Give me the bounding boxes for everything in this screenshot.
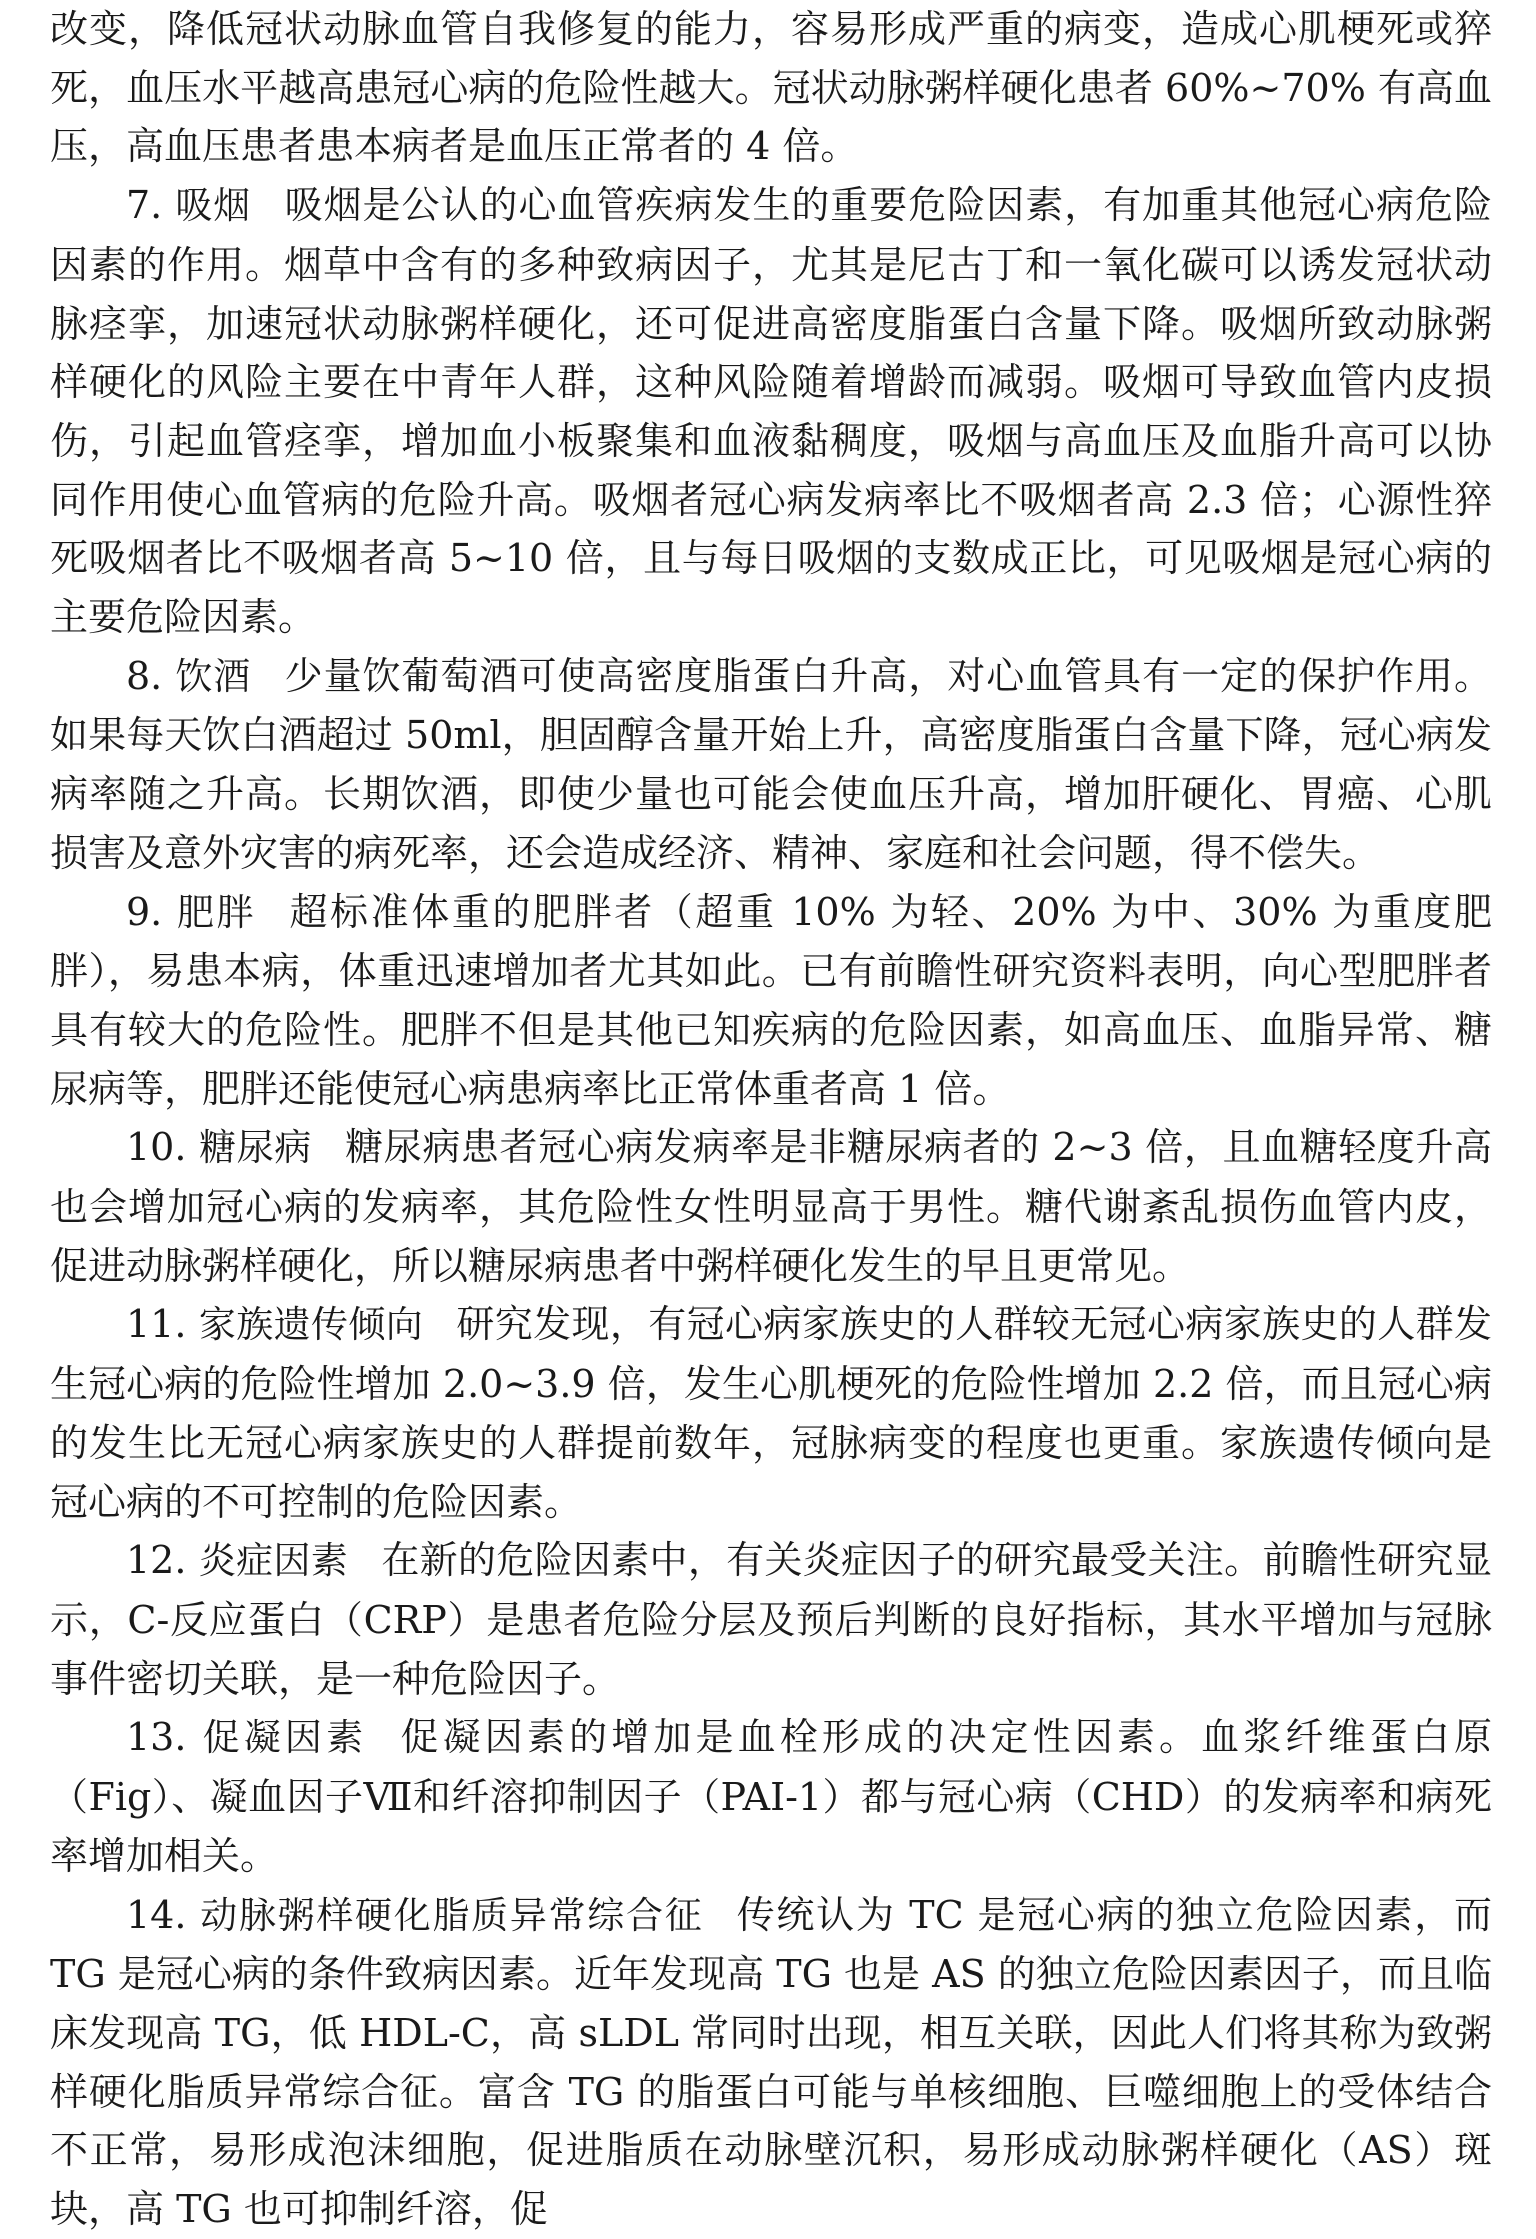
paragraph-heading: 动脉粥样硬化脂质异常综合征	[200, 1893, 704, 1937]
paragraph-text: 吸烟是公认的心血管疾病发生的重要危险因素，有加重其他冠心病危险因素的作用。烟草中含有的多种致病因子，尤其是尼古丁和一氧化碳可以诱发冠状动脉痉挛，加速冠状动脉粥样硬化，还可促进高密度脂蛋白含量下降。吸烟所致动脉粥样硬化的风险主要在中青年人群，这种风险随着增龄而减弱。吸烟可导致血管内皮损伤，引起血管痉挛，增加血小板聚集和血液黏稠度，吸烟与高血压及血脂升高可以协同作用使心血管病的危险升高。吸烟者冠心病发病率比不吸烟者高 2.3 倍；心源性猝死吸烟者比不吸烟者高 5~10 倍，且与每日吸烟的支数成正比，可见吸烟是冠心病的主要危险因素。	[50, 183, 1492, 640]
paragraph-number: 14.	[126, 1892, 187, 1937]
paragraph-obesity	[50, 883, 1492, 1119]
paragraph-number: 7.	[126, 183, 163, 228]
paragraph-text: 促凝因素的增加是血栓形成的决定性因素。血浆纤维蛋白原（Fig）、凝血因子Ⅶ和纤溶抑制因子（PAI-1）都与冠心病（CHD）的发病率和病死率增加相关。	[50, 1715, 1492, 1878]
paragraph-drinking	[50, 647, 1492, 883]
paragraph-heading: 糖尿病	[199, 1126, 312, 1170]
paragraph-diabetes	[50, 1118, 1492, 1295]
paragraph-text: 糖尿病患者冠心病发病率是非糖尿病者的 2~3 倍，且血糖轻度升高也会增加冠心病的发病率，其危险性女性明显高于男性。糖代谢紊乱损伤血管内皮，促进动脉粥样硬化，所以糖尿病患者中粥样硬化发生的早且更常见。	[50, 1125, 1492, 1288]
paragraph-text: 在新的危险因素中，有关炎症因子的研究最受关注。前瞻性研究显示，C-反应蛋白（CRP）是患者危险分层及预后判断的良好指标，其水平增加与冠脉事件密切关联，是一种危险因子。	[50, 1538, 1492, 1701]
paragraph-smoking	[50, 176, 1492, 647]
paragraph-number: 11.	[126, 1302, 187, 1347]
document-page	[50, 0, 1492, 2239]
paragraph-text: 传统认为 TC 是冠心病的独立危险因素，而 TG 是冠心病的条件致病因素。近年发现高 TG 也是 AS 的独立危险因素因子，而且临床发现高 TG，低 HDL-C，高 sLDL 常同时出现，相互关联，因此人们将其称为致粥样硬化脂质异常综合征。富含 TG 的脂蛋白可能与单核细胞、巨噬细胞上的受体结合不正常，易形成泡沫细胞，促进脂质在动脉壁沉积，易形成动脉粥样硬化（AS）斑块，高 TG 也可抑制纤溶，促	[50, 1892, 1492, 2232]
paragraph-text: 超标准体重的肥胖者（超重 10% 为轻、20% 为中、30% 为重度肥胖），易患本病，体重迅速增加者尤其如此。已有前瞻性研究资料表明，向心型肥胖者具有较大的危险性。肥胖不但是其他已知疾病的危险因素，如高血压、血脂异常、糖尿病等，肥胖还能使冠心病患病率比正常体重者高 1 倍。	[50, 889, 1493, 1111]
paragraph-text: 研究发现，有冠心病家族史的人群较无冠心病家族史的人群发生冠心病的危险性增加 2.0~3.9 倍，发生心肌梗死的危险性增加 2.2 倍，而且冠心病的发生比无冠心病家族史的人群提前数年，冠脉病变的程度也更重。家族遗传倾向是冠心病的不可控制的危险因素。	[50, 1302, 1492, 1524]
paragraph-heading: 炎症因素	[198, 1539, 349, 1583]
paragraph-continued	[50, 0, 1492, 176]
paragraph-text: 少量饮葡萄酒可使高密度脂蛋白升高，对心血管具有一定的保护作用。如果每天饮白酒超过 50ml，胆固醇含量开始上升，高密度脂蛋白含量下降，冠心病发病率随之升高。长期饮酒，即使少量也可能会使血压升高，增加肝硬化、胃癌、心肌损害及意外灾害的病死率，还会造成经济、精神、家庭和社会问题，得不偿失。	[50, 653, 1492, 875]
paragraph-number: 10.	[126, 1125, 187, 1170]
paragraph-heading: 肥胖	[176, 890, 257, 934]
paragraph-heading: 吸烟	[175, 184, 252, 228]
paragraph-heading: 促凝因素	[202, 1716, 368, 1760]
paragraph-number: 9.	[126, 889, 163, 934]
paragraph-inflammation	[50, 1531, 1492, 1708]
paragraph-heading: 饮酒	[175, 654, 252, 698]
paragraph-number: 13.	[126, 1715, 187, 1760]
paragraph-lipid-syndrome	[50, 1886, 1492, 2239]
paragraph-text: 改变，降低冠状动脉血管自我修复的能力，容易形成严重的病变，造成心肌梗死或猝死，血压水平越高患冠心病的危险性越大。冠状动脉粥样硬化患者 60%~70% 有高血压，高血压患者患本病者是血压正常者的 4 倍。	[50, 7, 1492, 169]
paragraph-coagulation	[50, 1708, 1492, 1885]
paragraph-number: 12.	[126, 1538, 187, 1583]
paragraph-number: 8.	[126, 653, 163, 698]
paragraph-family-history	[50, 1295, 1492, 1531]
paragraph-heading: 家族遗传倾向	[198, 1303, 424, 1347]
